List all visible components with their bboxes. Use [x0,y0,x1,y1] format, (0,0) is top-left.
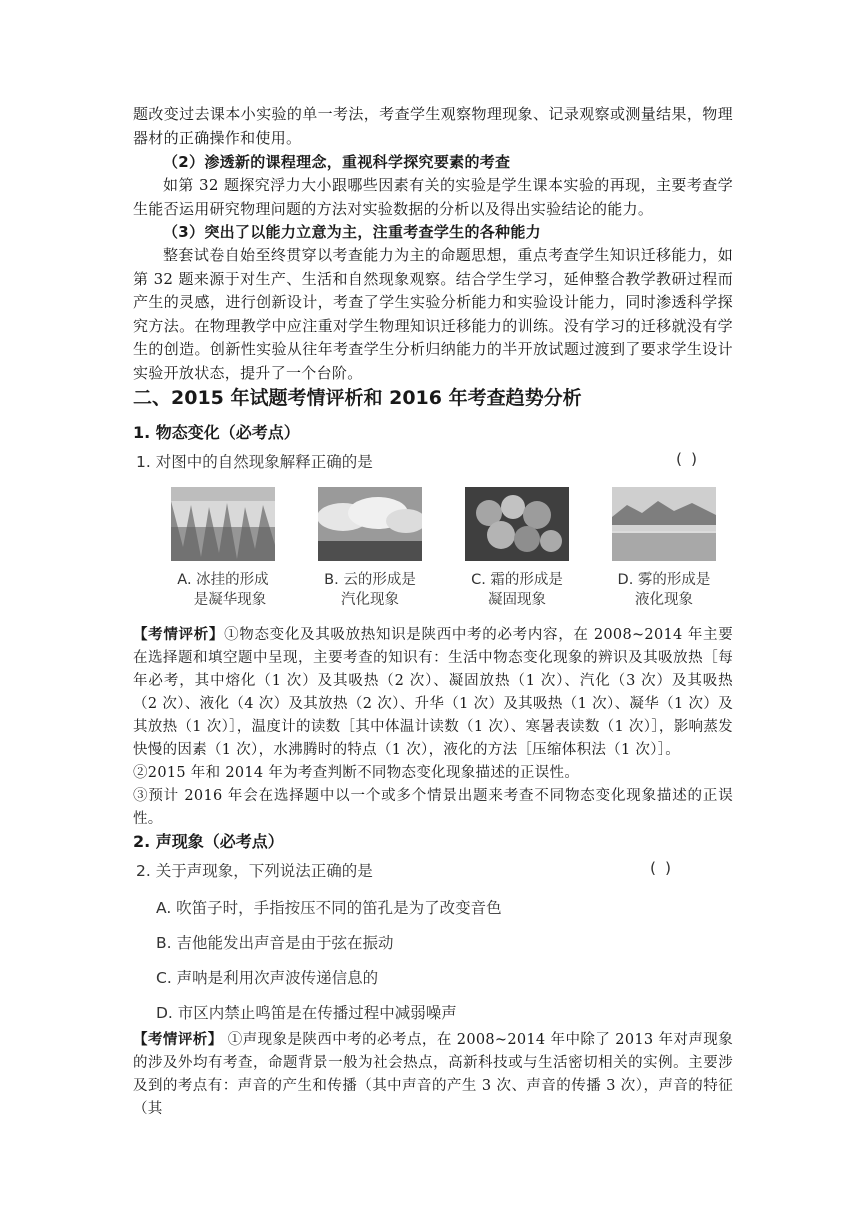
question-1-answer-paren: ( ) [676,450,700,468]
topic-1-analysis-3: ③预计 2016 年会在选择题中以一个或多个情景出题来考查不同物态变化现象描述的正误性。 [133,788,733,827]
analysis-text-1: ①物态变化及其吸放热知识是陕西中考的必考内容，在 2008~2014 年主要在选择题和填空题中呈现，主要考查的知识有：生活中物态变化现象的辨识及其吸放热［每年必考，其中熔化（1 次）及其吸热（2 次）、凝固放热（1 次）、汽化（3 次）及其吸热（2 次）、液化（4 次）及其放热（2 次）、升华（1 次）及其吸热（1 次）、凝华（1 次）及其放热（1 次）］，温度计的读数［其中体温计读数（1 次）、寒暑表读数（1 次）］，影响蒸发快慢的因素（1 次），水沸腾时的特点（1 次），液化的方法［压缩体积法（1 次）］。 [133,627,733,758]
point-3-title: （3）突出了以能力立意为主，注重考查学生的各种能力 [163,223,541,241]
caption-c: C. 霜的形成是 凝固现象 [471,572,563,608]
section-heading: 二、2015 年试题考情评析和 2016 年考查趋势分析 [133,387,582,409]
question-1: 1. 对图中的自然现象解释正确的是 [136,453,373,471]
fog-photo [612,487,716,561]
analysis-label: 【考情评析】 [133,627,225,643]
option-b: B. 吉他能发出声音是由于弦在振动 [156,934,394,952]
analysis-label-2: 【考情评析】 [133,1032,223,1048]
topic-2-title: 2. 声现象（必考点） [133,832,284,851]
topic-1-analysis [133,624,733,762]
question-2-answer-paren: ( ) [650,859,674,877]
option-c: C. 声呐是利用次声波传递信息的 [156,969,379,987]
analysis-text-2: ①声现象是陕西中考的必考点，在 2008~2014 年中除了 2013 年对声现象的涉及外均有考查，命题背景一般为社会热点，高新科技或与生活密切相关的实例。主要涉及到的考点有：声音的产生和传播（其中声音的产生 3 次、声音的传播 3 次），声音的特征（其 [133,1032,733,1117]
cloud-photo [318,487,422,561]
caption-d: D. 雾的形成是 液化现象 [617,572,711,608]
caption-b: B. 云的形成是 汽化现象 [324,572,416,608]
question-2: 2. 关于声现象，下列说法正确的是 [136,862,373,880]
frost-photo [465,487,569,561]
point-2-body: 如第 32 题探究浮力大小跟哪些因素有关的实验是学生课本实验的再现，主要考查学生能否运用研究物理问题的方法对实验数据的分析以及得出实验结论的能力。 [133,176,733,218]
topic-2-analysis [133,1029,733,1121]
option-d: D. 市区内禁止鸣笛是在传播过程中减弱噪声 [156,1004,457,1022]
topic-1-title: 1. 物态变化（必考点） [133,423,300,442]
point-2-title: （2）渗透新的课程理念，重视科学探究要素的考查 [163,153,511,171]
icicle-photo [171,487,275,561]
intro-paragraph-1: 题改变过去课本小实验的单一考法，考查学生观察物理现象、记录观察或测量结果，物理器材的正确操作和使用。 [133,105,733,147]
topic-1-analysis-2: ②2015 年和 2014 年为考查判断不同物态变化现象描述的正误性。 [133,765,580,781]
point-3-body: 整套试卷自始至终贯穿以考查能力为主的命题思想，重点考查学生知识迁移能力，如第 32 题来源于对生产、生活和自然现象观察。结合学生学习，延伸整合教学教研过程而产生的灵感，进行创新设计，考查了学生实验分析能力和实验设计能力，同时渗透科学探究方法。在物理教学中应注重对学生物理知识迁移能力的训练。没有学习的迁移就没有学生的创造。创新性实验从往年考查学生分析归纳能力的半开放试题过渡到了要求学生设计实验开放状态，提升了一个台阶。 [133,246,733,382]
option-a: A. 吹笛子时，手指按压不同的笛孔是为了改变音色 [156,899,502,917]
caption-a: A. 冰挂的形成 是凝华现象 [177,572,269,608]
